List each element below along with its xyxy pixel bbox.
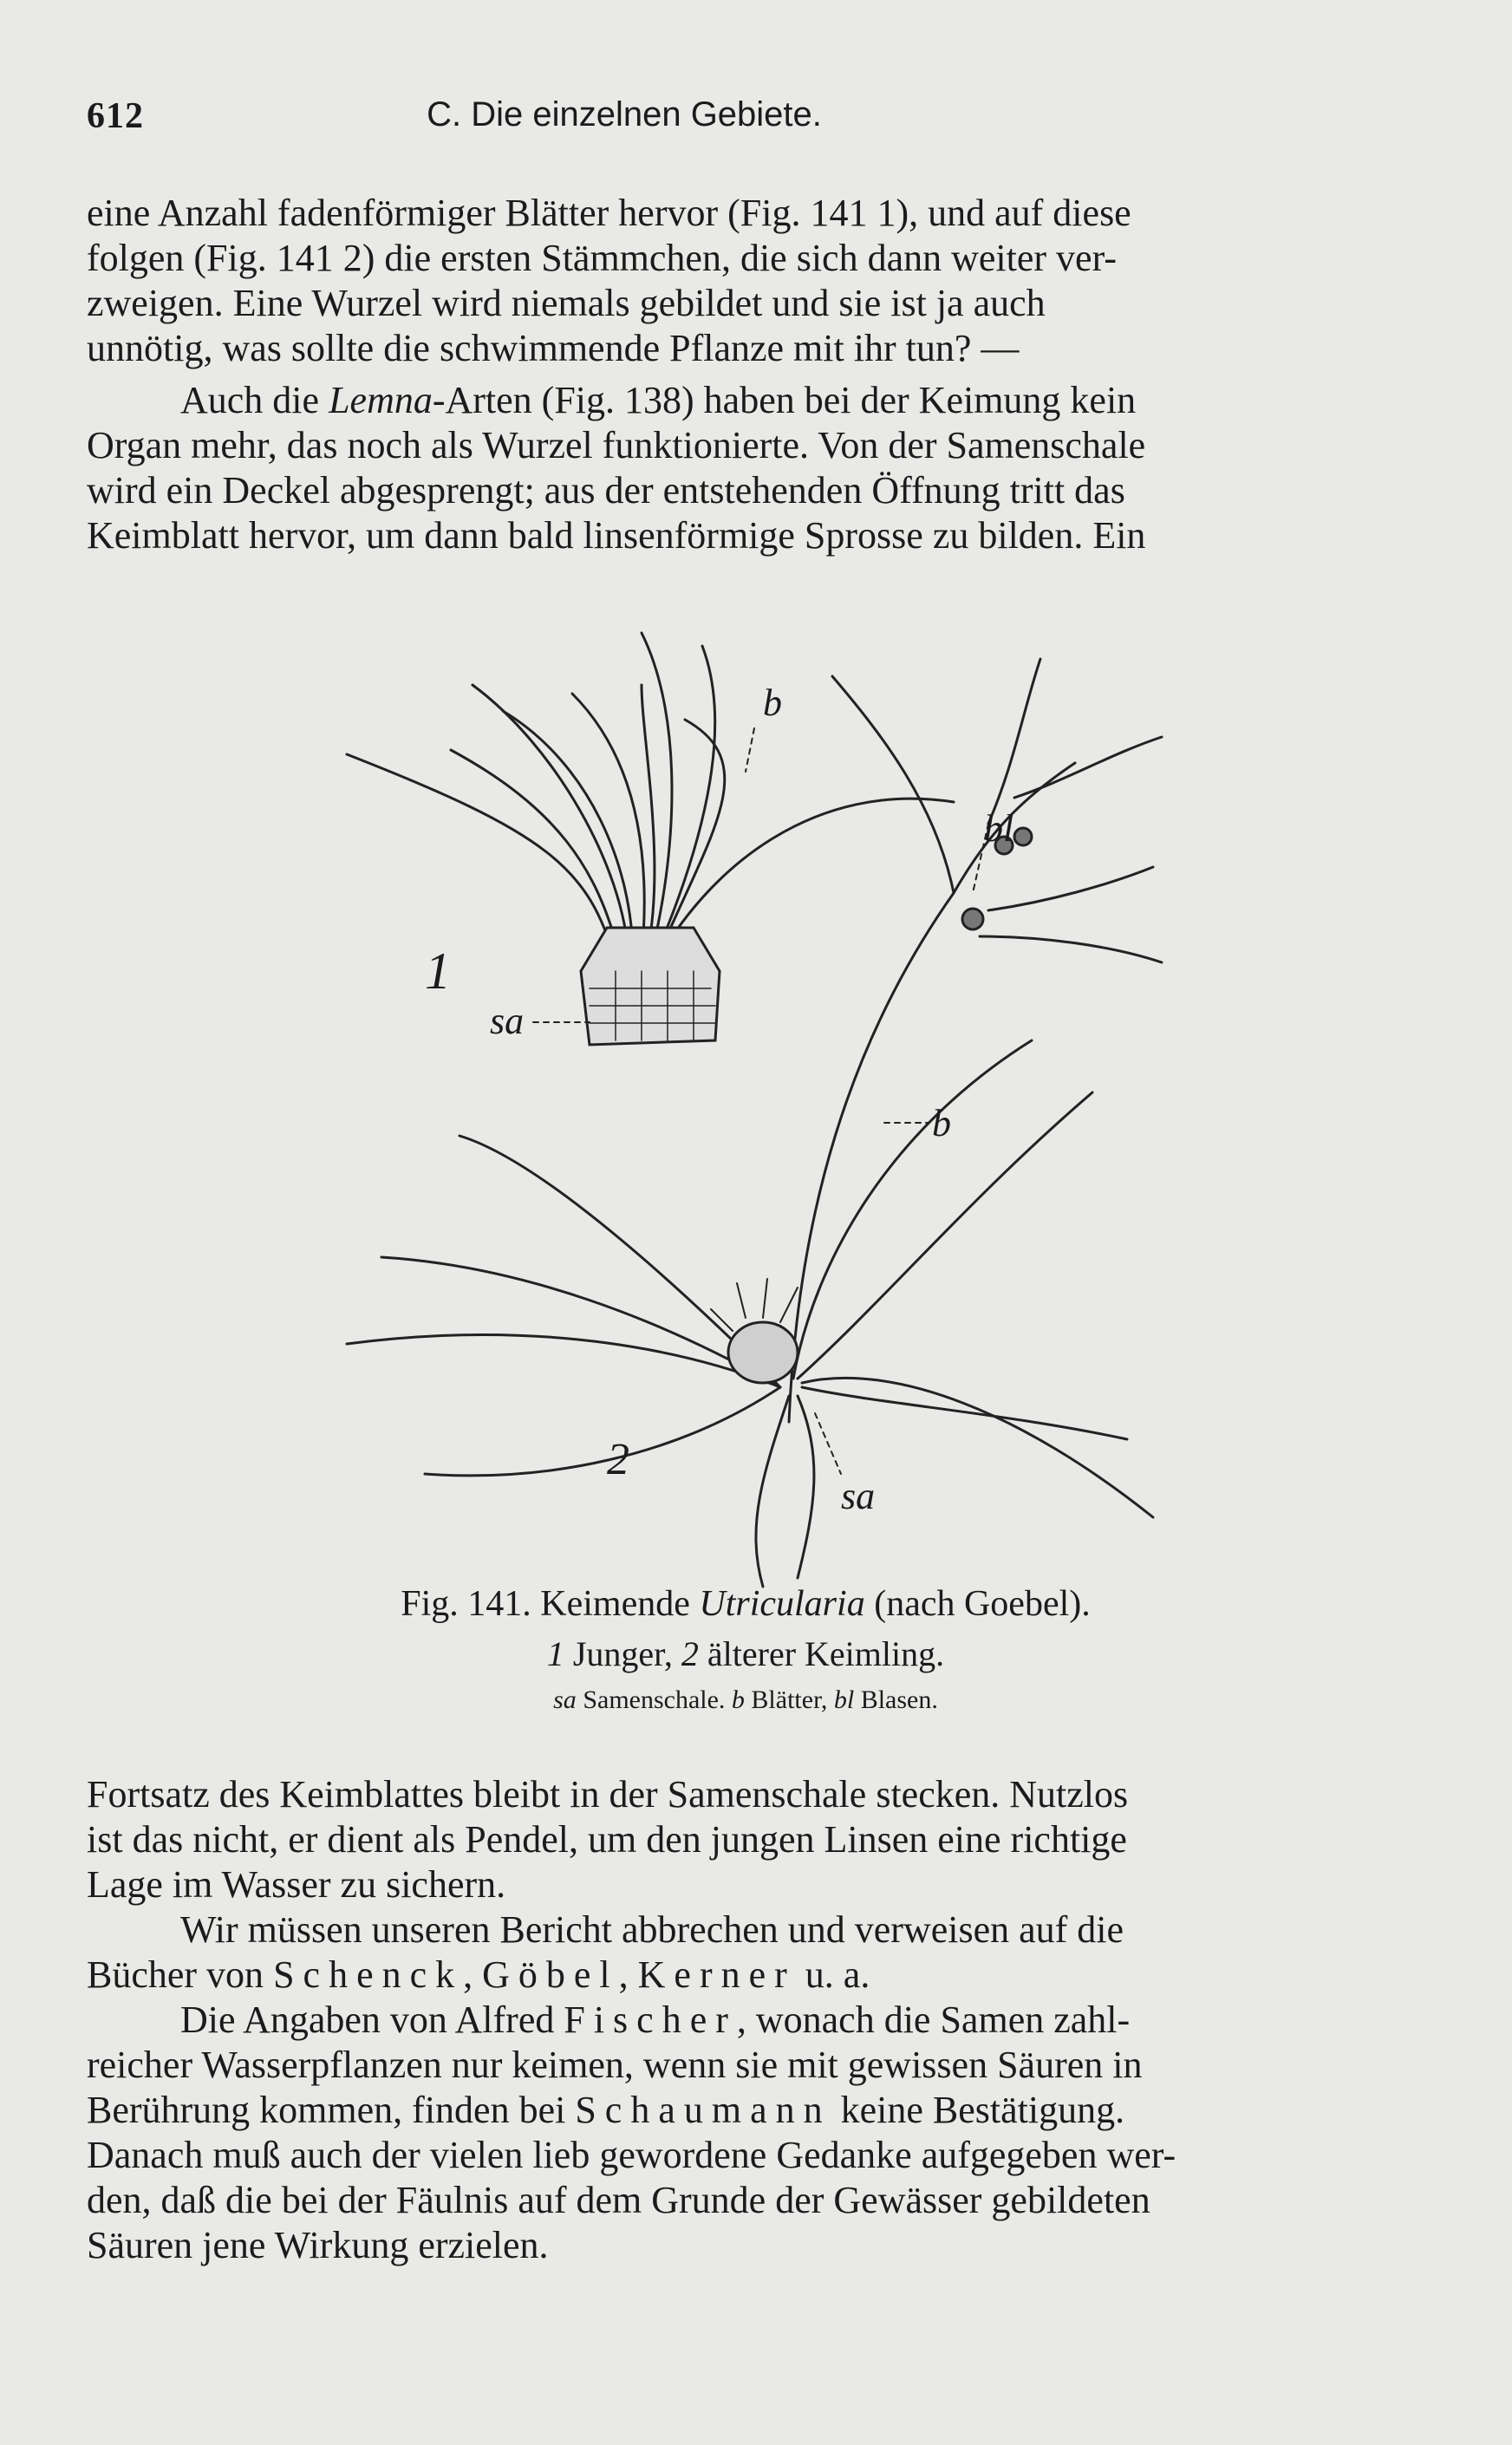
seedling-1-leaf — [659, 799, 954, 958]
text-run: , wonach die Samen zahl- — [736, 1998, 1131, 2041]
seed-coat-1 — [581, 928, 720, 1045]
bladder-bl — [1014, 828, 1032, 845]
caption-label: 2 — [681, 1634, 699, 1673]
figure-141 — [329, 607, 1196, 1613]
pointer-line — [746, 728, 754, 772]
text-line: Lage im Wasser zu sichern. — [87, 1863, 506, 1906]
text-run: -Arten (Fig. 138) haben bei der Keimung kein — [432, 379, 1137, 421]
seed-coat-2 — [728, 1322, 798, 1383]
seedling-1-leaf — [655, 646, 715, 958]
seedling-2-branch — [980, 936, 1162, 962]
caption-text: (nach Goebel). — [864, 1584, 1091, 1624]
text-run: , — [463, 1953, 483, 1996]
text-line: den, daß die bei der Fäulnis auf dem Grunde der Gewässer gebildeten — [87, 2179, 1150, 2221]
text-line: Keimblatt hervor, um dann bald linsenförmige Sprosse zu bilden. Ein — [87, 514, 1146, 557]
text-line: Danach muß auch der vielen lieb gewordene Gedanke aufgegeben wer- — [87, 2134, 1176, 2176]
text-line: Fortsatz des Keimblattes bleibt in der Samenschale stecken. Nutzlos — [87, 1773, 1129, 1816]
text-run: keine Bestätigung. — [831, 2089, 1125, 2131]
text-line: unnötig, was sollte die schwimmende Pflanze mit ihr tun? — — [87, 327, 1020, 369]
text-line — [87, 1998, 1435, 2043]
caption-text: Blätter, — [744, 1685, 834, 1714]
text-line — [87, 2088, 1435, 2133]
page-number: 612 — [87, 96, 144, 136]
text-line: Organ mehr, das noch als Wurzel funktionierte. Von der Samenschale — [87, 424, 1146, 466]
author-kerner: Kerner — [637, 1953, 796, 1996]
author-fischer: Fischer — [564, 1998, 737, 2041]
taxon-lemna: Lemna — [329, 379, 433, 421]
text-line: ist das nicht, er dient als Pendel, um den jungen Linsen eine richtige — [87, 1818, 1127, 1861]
bladder-bl — [962, 909, 983, 929]
label-sa-top: sa — [490, 1000, 525, 1042]
figure-caption-legend-1 — [260, 1633, 1231, 1674]
seedling-2-branch — [1014, 737, 1162, 798]
text-run: Berührung kommen, finden bei — [87, 2089, 576, 2131]
text-run: Die Angaben von Alfred — [180, 1998, 564, 2041]
seedling-2-leaf — [347, 1335, 780, 1387]
caption-text: älterer Keimling. — [698, 1634, 945, 1673]
caption-text: Junger, — [564, 1634, 681, 1673]
seedling-2-branch — [832, 676, 954, 893]
text-line — [87, 378, 1435, 423]
utricularia-illustration — [329, 607, 1196, 1613]
paragraph-bericht — [87, 1907, 1435, 1998]
label-b-top: b — [763, 681, 782, 724]
paragraph-angaben — [87, 1998, 1435, 2268]
text-line — [87, 1953, 1435, 1998]
seedling-1-leaf — [642, 633, 672, 958]
seedling-2-leaf — [798, 1396, 814, 1578]
seedling-1-leaf — [347, 754, 616, 962]
caption-label: 1 — [546, 1634, 564, 1673]
label-2: 2 — [607, 1435, 629, 1484]
seedling-1-leaf — [451, 750, 620, 958]
caption-text: Blasen. — [854, 1685, 938, 1714]
author-schaumann: Schaumann — [575, 2089, 831, 2131]
figure-caption-legend-2 — [260, 1685, 1231, 1715]
figure-caption-title — [260, 1583, 1231, 1625]
text-line: eine Anzahl fadenförmiger Blätter hervor (Fig. 141 1), und auf diese — [87, 192, 1131, 234]
text-line: reicher Wasserpflanzen nur keimen, wenn sie mit gewissen Säuren in — [87, 2044, 1143, 2086]
seedling-2-branch — [988, 867, 1153, 910]
label-1: 1 — [425, 942, 451, 1000]
seedling-2-leaf — [802, 1387, 1127, 1439]
seedling-2-stem — [789, 763, 1075, 1422]
seedling-2-leaf — [793, 1040, 1032, 1379]
text-line: Wir müssen unseren Bericht abbrechen und verweisen auf die — [180, 1908, 1124, 1951]
paragraph-lemna — [87, 378, 1435, 558]
caption-label: sa — [553, 1685, 577, 1714]
seedling-2-branch — [988, 659, 1040, 824]
label-bl: bl — [984, 807, 1014, 850]
caption-text: Samenschale. — [576, 1685, 732, 1714]
caption-text: Fig. 141. Keimende — [401, 1584, 700, 1624]
text-run: Auch die — [180, 379, 329, 421]
text-line: zweigen. Eine Wurzel wird niemals gebildet und sie ist ja auch — [87, 282, 1046, 324]
paragraph-top — [87, 191, 1435, 371]
page-header — [87, 95, 1439, 147]
text-line: Säuren jene Wirkung erzielen. — [87, 2224, 549, 2266]
taxon-utricularia: Utricularia — [699, 1584, 865, 1624]
text-line: wird ein Deckel abgesprengt; aus der entstehenden Öffnung tritt das — [87, 469, 1125, 512]
label-b-mid: b — [932, 1102, 951, 1144]
text-run: Bücher von — [87, 1953, 274, 1996]
pointer-line — [815, 1413, 841, 1474]
seedling-2-leaf — [756, 1396, 789, 1587]
text-run: u. a. — [795, 1953, 870, 1996]
paragraph-fortsatz — [87, 1772, 1435, 1907]
text-line: folgen (Fig. 141 2) die ersten Stämmchen, die sich dann weiter ver- — [87, 237, 1117, 279]
running-head: C. Die einzelnen Gebiete. — [427, 95, 822, 134]
caption-label: b — [731, 1685, 745, 1714]
seedling-2-leaf — [425, 1387, 780, 1476]
caption-label: bl — [833, 1685, 855, 1714]
author-goebel: Göbel — [482, 1953, 619, 1996]
label-sa-bottom: sa — [841, 1475, 876, 1517]
author-schenck: Schenck — [273, 1953, 464, 1996]
text-run: , — [618, 1953, 638, 1996]
